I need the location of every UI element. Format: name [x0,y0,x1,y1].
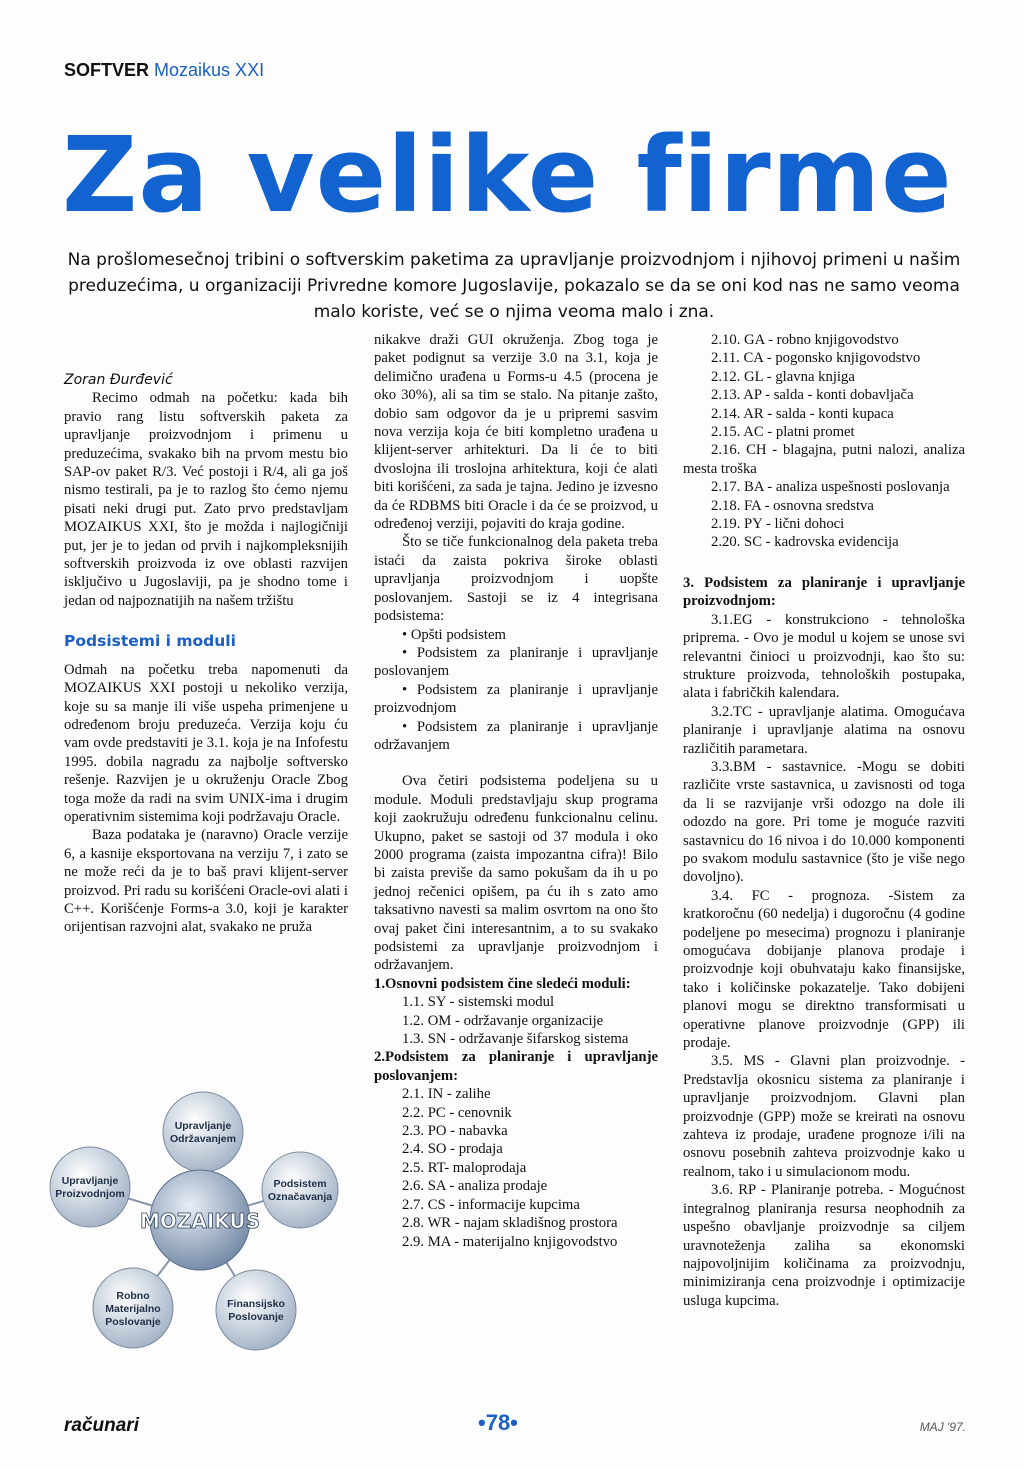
paragraph: 3.4. FC - prognoza. -Sistem za kratkoročnu (60 nedelja) i dugoročnu (4 godine podeljene po mesecima) prognozu i planiranje omogućava dobijanje planova prodaje i proizvodnje koji obuhvataju kako finansijske, tako i količinske pokazatelje. Tako dobijeni planovi mogu se direktno transformisati u operativne planove proizvodnje (GPP) ili prodaje. [683,887,965,1052]
subsystem-diagram [40,1080,340,1360]
module-list [374,1085,658,1251]
subsystem-list [374,626,658,755]
paragraph: 3.3.BM - sastavnice. -Mogu se dobiti različite vrste sastavnica, u zavisnosti od toga da li se razvijanje vrši odozgo na dole ili odozdo na gore. Pri tome je moguće razviti sastavnicu do 16 nivoa i do 10.000 komponenti po svakom modulu sastavnice (što je više nego dovoljno). [683,758,965,886]
list-item: 1.2. OM - održavanje organizacije [402,1012,604,1029]
list-item: 2.9. MA - materijalno knjigovodstvo [402,1233,618,1250]
list-item: 2.11. CA - pogonsko knjigovodstvo [711,350,921,367]
node-label: Finansijsko [227,1298,285,1310]
list-item: 2.18. FA - osnovna sredstva [711,497,874,514]
paragraph: Što se tiče funkcionalnog dela paketa treba istaći da zaista pokriva široke oblasti upravljanja proizvodnjom i uopšte poslovanjem. Sastoji se iz 4 integrisana podsistema: [374,534,658,625]
node-label: Poslovanje [228,1311,284,1323]
article-title: Za velike firme [62,114,953,236]
paragraph: 3.2.TC - upravljanje alatima. Omogućava planiranje i upravljanje alatima na osnovu različitih parametara. [683,703,965,757]
node-label: Poslovanje [105,1316,161,1328]
list-item: 2.19. PY - lični dohoci [711,516,845,533]
node-label: Upravljanje [61,1175,119,1187]
list-heading: 1.Osnovni podsistem čine sledeći moduli: [374,975,631,992]
list-item: • Podsistem za planiranje i upravljanje održavanjem [374,718,658,753]
magazine-name: računari [64,1415,139,1436]
column-2 [374,331,658,1251]
node-label: Materijalno [105,1303,161,1315]
paragraph: 3.5. MS - Glavni plan proizvodnje. - Predstavlja okosnicu sistema za planiranje i upravljanje proizvodnjom. Glavni plan proizvodnje (GPP) može se kreirati na osnovu zahteva iz prodaje, urađene prognoze i/ili na osnovu posebnih zahteva proizvodnje kako u realnom, tako i u simulacionom modu. [683,1053,965,1180]
node-label: Robno [116,1290,150,1302]
author: Zoran Đurđević [64,372,173,388]
subheading: Podsistemi i moduli [64,632,236,651]
issue-date: MAJ '97. [919,1420,966,1434]
column-1 [64,371,348,937]
node-label: Označavanja [267,1191,333,1203]
node-label: Proizvodnjom [55,1188,125,1200]
node-production [50,1147,130,1227]
paragraph: nikakve draži GUI okruženja. Zbog toga je paket podignut sa verzije 3.0 na 3.1, koja je delimično urađena u Forms-u 4.5 (procena je oko 30%), ali sa tim se stalo. Na pitanje zašto, dobio sam odgovor da je u pripremi sasvim nova verzija koja će biti kompletno urađena u klijent-server arhitekturi. Da li će to biti dvoslojna ili troslojna arhitektura, koji će alati biti korišćeni, za sada je tajna. Jedino je izvesno da će RDBMS biti Oracle i da će se proizvod, u određenoj verziji, pojaviti do kraja godine. [374,332,658,533]
node-marking [262,1152,338,1228]
list-item: 2.15. AC - platni promet [711,424,855,441]
list-item: 2.4. SO - prodaja [402,1141,503,1158]
node-maintenance [163,1092,243,1172]
list-item: • Podsistem za planiranje i upravljanje poslovanjem [374,644,658,680]
list-item: 2.10. GA - robno knjigovodstvo [711,332,899,348]
node-label: Održavanjem [170,1133,236,1145]
column-3 [683,331,965,1310]
article-lead: Na prošlomesečnoj tribini o softverskim paketima za upravljanje proizvodnjom i njihovoj primeni u našim preduzećima, u organizaciji Privredne komore Jugoslavije, pokazalo se da se oni kod nas ne samo veoma malo koriste, već se o njima veoma malo i zna. [67,250,961,322]
list-item: 2.7. CS - informacije kupcima [402,1196,580,1213]
list-item: • Opšti podsistem [402,626,506,643]
list-item: 2.17. BA - analiza uspešnosti poslovanja [711,479,950,496]
list-item: 2.13. AP - salda - konti dobavljača [711,387,914,404]
paragraph: Ova četiri podsistema podeljena su u module. Moduli predstavljaju skup programa koji zaokružuju određenu funkcionalnu celinu. Ukupno, paket se sastoji od 37 modula i oko 2000 programa (zaista impozantna cifra)! Bilo bi zaista previše da samo pokušam da ih u po jednoj rečenici opišem, pa ću ih s zato amo taksativno navesti sa malim osvrtom na ono što ovaj paket čini interesantnim, a to su svakako podsistemi za upravljanje proizvodnjom i održavanjem. [374,773,658,974]
node-finance [216,1270,296,1350]
center-label: MOZAIKUS [139,1209,261,1233]
page-number: •78• [478,1410,518,1435]
list-item: 2.8. WR - najam skladišnog prostora [402,1215,618,1232]
list-item: • Podsistem za planiranje i upravljanje proizvodnjom [374,681,658,717]
node-label: Podsistem [273,1178,327,1190]
paragraph: 3.1.EG - konstrukciono - tehnološka priprema. - Ovo je modul u kojem se unose svi relevantni činioci u proizvodnji, kao što su: strukture proizvoda, tehnoloških postupaka, alata i fabričkih kalendara. [683,611,965,702]
paragraph: Odmah na početku treba napomenuti da MOZAIKUS XXI postoji u nekoliko verzija, koje su sa manje ili više uspeha primenjene u određenom broju preduzeća. Verzija koju ću vam ovde predstaviti je 3.1. koja je na Infofestu 1995. dobila nagradu za najbolje softversko rešenje. Razvijen je u okruženju Oracle Zbog toga može da radi na svim UNIX-ima i drugim operativnim sistemima koji podržavaju Oracle. [64,661,348,825]
list-item: 2.3. PO - nabavka [402,1123,508,1140]
topic-label: Mozaikus XXI [154,60,265,80]
list-heading: 3. Podsistem za planiranje i upravljanje proizvodnjom: [683,574,965,610]
paragraph: 3.6. RP - Planiranje potreba. - Mogućnost integralnog planiranja resursa neophodnih za uspešno obavljanje proizvodnje sa ciljem uravnoteženja zaliha sa ekonomski najpovoljnijim količinama za proizvodnju, minimiziranja cena proizvodnje i optimizacije usluga kupcima. [683,1182,965,1309]
section-header [64,60,264,81]
list-item: 2.5. RT- maloprodaja [402,1159,527,1176]
module-list [683,497,965,552]
module-list [683,331,965,441]
list-item: 2.1. IN - zalihe [402,1086,491,1103]
list-item: 2.2. PC - cenovnik [402,1104,512,1121]
list-item: 2.12. GL - glavna knjiga [711,368,855,385]
list-item: 2.14. AR - salda - konti kupaca [711,405,894,422]
list-item: 2.16. CH - blagajna, putni nalozi, analiza mesta troška [683,442,965,477]
list-item: 1.1. SY - sistemski modul [402,994,555,1011]
paragraph: Baza podataka je (naravno) Oracle verzije 6, a kasnije eksportovana na verziju 7, i zato se ne može reći da je to baš pravi klijent-server proizvod. Pri radu su korišćeni Oracle-ovi alati i C++. Korišćenje Forms-a 3.0, koji je karakter orijentisan razvojni alat, svakako ne pruža [64,827,348,936]
diagram-svg [40,1080,340,1360]
paragraph: Recimo odmah na početku: kada bih pravio rang listu softverskih paketa za upravljanje proizvodnjom i primenu u preduzećima, svakako bih na prvom mestu bio SAP-ov paket R/3. Već postoji i R/4, ali ga još nismo testirali, pa je to razlog što ćemo njemu pisati neki drugi put. Zato prvo predstavljam MOZAIKUS XXI, što je možda i najlogičniji put, jer je to jedan od prvih i najkompleksnijih softverskih proizvoda iz ove oblasti razvijen isključivo u Jugoslaviji, pa je shodno tome i jedan od najpoznatijih na našem tržištu [64,390,348,609]
list-heading: 2.Podsistem za planiranje i upravljanje poslovanjem: [374,1049,658,1084]
module-list [374,993,658,1048]
section-label: SOFTVER [64,60,150,80]
node-label: Upravljanje [174,1120,232,1132]
list-item: 2.20. SC - kadrovska evidencija [711,534,899,551]
list-item: 2.6. SA - analiza prodaje [402,1178,548,1195]
list-item: 1.3. SN - održavanje šifarskog sistema [402,1031,629,1048]
